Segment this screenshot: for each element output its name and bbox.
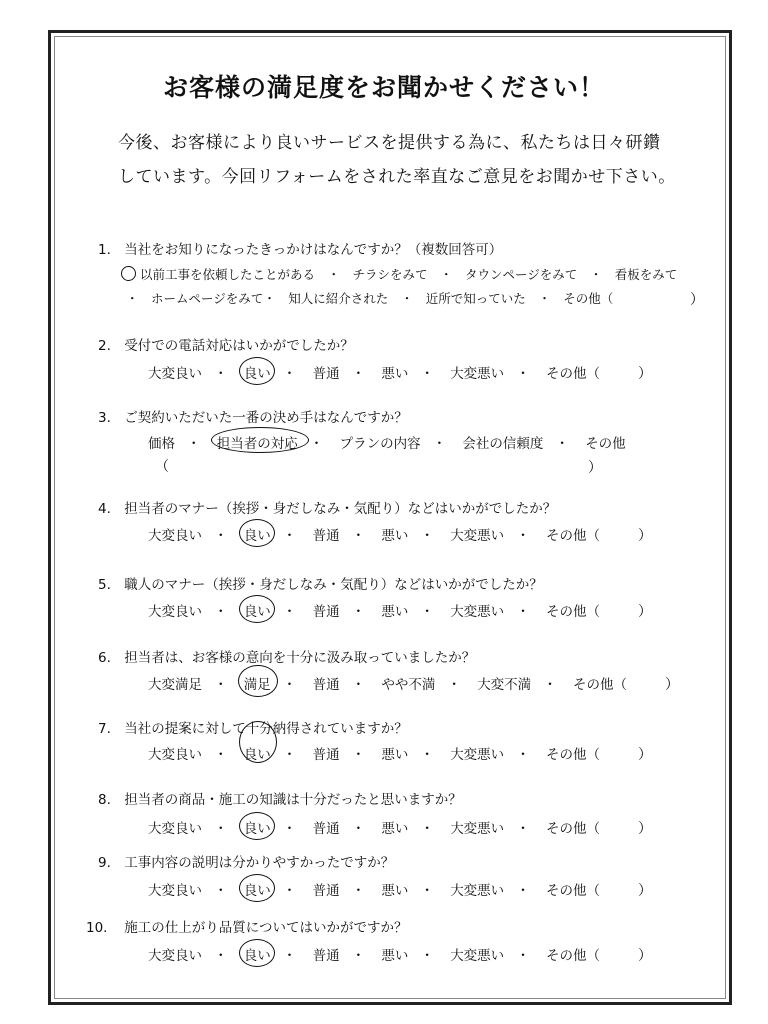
option[interactable]: 悪い [381,366,409,382]
option-other[interactable]: その他（ [545,604,600,620]
question-number: 8. [98,792,111,808]
paren-close: ） [638,528,652,544]
question-5 [98,573,543,593]
option-other[interactable]: その他（ [545,366,600,382]
question-10 [86,916,408,936]
question-1 [98,238,502,258]
option[interactable]: 大変良い [148,883,202,899]
paren-close: ） [638,883,652,899]
option-selected[interactable]: 満足 [244,673,271,693]
option[interactable]: 普通 [312,821,340,837]
question-text: 工事内容の説明は分かりやすかったですか？ [124,855,395,871]
option[interactable]: 大変良い [148,528,202,544]
option-selected[interactable]: 担当者の対応 [217,432,298,452]
question-9 [98,851,394,871]
option[interactable]: 普通 [312,747,340,763]
question-text: ご契約いただいた一番の決め手はなんですか？ [124,410,408,426]
question-number: 10. [86,920,108,936]
option[interactable]: 悪い [381,604,409,620]
option[interactable]: 大変良い [148,747,202,763]
option[interactable]: 普通 [312,528,340,544]
option[interactable]: 大変良い [148,948,202,964]
question-number: 7. [98,721,111,737]
option[interactable]: 会社の信頼度 [462,436,544,452]
option[interactable]: 大変悪い [450,747,505,763]
paren-close: ） [638,948,652,964]
option-selected[interactable]: 良い [244,362,271,382]
question-6 [98,646,475,666]
intro-line-2: しています。今回リフォームをされた率直なご意見をお聞かせ下さい。 [118,167,676,187]
question-6-options: 大変満足 ・ 満足 ・ 普通 ・ やや不満 ・ 大変不満 ・ その他（ [148,673,627,693]
question-number: 9. [98,855,111,871]
question-8-options: 大変良い ・ 良い ・ 普通 ・ 悪い ・ 大変悪い ・ その他（ [148,817,600,837]
option-selected[interactable]: 良い [244,524,271,544]
option[interactable]: 普通 [312,948,340,964]
option[interactable]: 普通 [312,604,340,620]
question-text: 担当者の商品・施工の知識は十分だったと思いますか？ [124,792,462,808]
option-other[interactable]: その他（ [545,528,600,544]
question-7-options: 大変良い ・ 良い ・ 普通 ・ 悪い ・ 大変悪い ・ その他（ [148,743,600,763]
option[interactable]: 普通 [312,677,340,693]
question-number: 2. [98,338,111,354]
option[interactable]: 価格 [148,436,175,452]
option[interactable]: 悪い [381,948,409,964]
option-other[interactable]: その他（ [545,747,600,763]
question-4 [98,497,556,517]
option[interactable]: 悪い [381,747,409,763]
question-text: 職人のマナー（挨拶・身だしなみ・気配り）などはいかがでしたか？ [124,577,543,593]
option-selected[interactable]: 良い [244,944,271,964]
question-5-options: 大変良い ・ 良い ・ 普通 ・ 悪い ・ 大変悪い ・ その他（ [148,600,600,620]
question-3 [98,406,408,426]
option[interactable]: 悪い [381,821,409,837]
option-selected[interactable]: 良い [244,600,271,620]
question-1-options-line-1: 以前工事を依頼したことがある ・ チラシをみて ・ タウンページをみて ・ 看板をみて [140,267,678,282]
question-4-options: 大変良い ・ 良い ・ 普通 ・ 悪い ・ 大変悪い ・ その他（ [148,524,600,544]
question-8 [98,788,462,808]
question-number: 1. [98,242,111,258]
option[interactable]: 大変悪い [450,821,505,837]
paren-close: ） [665,677,679,693]
question-text: 施工の仕上がり品質についてはいかがですか？ [124,920,408,936]
question-9-options: 大変良い ・ 良い ・ 普通 ・ 悪い ・ 大変悪い ・ その他（ [148,879,600,899]
paren-close: ） [588,460,602,476]
question-1-options-line-2: ・ ホームページをみて・ 知人に紹介された ・ 近所で知っていた ・ その他（ [126,291,614,306]
option[interactable]: 普通 [312,883,340,899]
paren-close: ） [638,366,652,382]
option[interactable]: 大変良い [148,604,202,620]
question-text: 当社の提案に対して十分納得されていますか？ [124,721,408,737]
option[interactable]: 悪い [381,528,409,544]
paren-close: ） [638,747,652,763]
option-selected[interactable]: 良い [244,743,271,763]
question-2-options: 大変良い ・ 良い ・ 普通 ・ 悪い ・ 大変悪い ・ その他（ [148,362,600,382]
option-selected[interactable]: 良い [244,817,271,837]
option-other[interactable]: その他（ [545,821,600,837]
option[interactable]: 大変悪い [450,883,505,899]
question-number: 3. [98,410,111,426]
option[interactable]: 大変満足 [148,677,202,693]
paren-close: ） [638,604,652,620]
question-number: 4. [98,501,111,517]
option[interactable]: 普通 [312,366,340,382]
option[interactable]: 大変良い [148,366,202,382]
option[interactable]: 大変悪い [450,366,505,382]
question-2 [98,334,354,354]
option[interactable]: 悪い [381,883,409,899]
question-number: 6. [98,650,111,666]
paren-open: （ [155,459,169,475]
paren-close: ） [638,821,652,837]
option[interactable]: やや不満 [381,677,436,693]
question-text: 担当者のマナー（挨拶・身だしなみ・気配り）などはいかがでしたか？ [124,501,557,517]
selection-mark [121,266,136,281]
option[interactable]: 大変良い [148,821,202,837]
question-number: 5. [98,577,111,593]
page-title: お客様の満足度をお聞かせください！ [162,73,605,102]
option-other[interactable]: その他（ [572,677,627,693]
option-other[interactable]: その他（ [545,948,600,964]
question-text: 受付での電話対応はいかがでしたか？ [124,338,354,354]
option[interactable]: 大変悪い [450,948,505,964]
option-selected[interactable]: 良い [244,879,271,899]
question-text: 担当者は、お客様の意向を十分に汲み取っていましたか？ [124,650,476,666]
question-text: 当社をお知りになったきっかけはなんですか？（複数回答可） [124,242,503,258]
option-other[interactable]: その他（ [545,883,600,899]
question-10-options: 大変良い ・ 良い ・ 普通 ・ 悪い ・ 大変悪い ・ その他（ [148,944,600,964]
option[interactable]: 大変悪い [450,604,505,620]
option[interactable]: 大変不満 [477,677,532,693]
option[interactable]: プランの内容 [339,436,421,452]
question-7 [98,717,408,737]
option[interactable]: 大変悪い [450,528,505,544]
paren-close: ） [690,292,704,308]
question-3-options: 価格 ・ 担当者の対応 ・ プランの内容 ・ 会社の信頼度 ・ その他 [148,432,626,452]
option-other[interactable]: その他 [585,436,626,452]
intro-line-1: 今後、お客様により良いサービスを提供する為に、私たちは日々研鑽 [118,133,661,153]
